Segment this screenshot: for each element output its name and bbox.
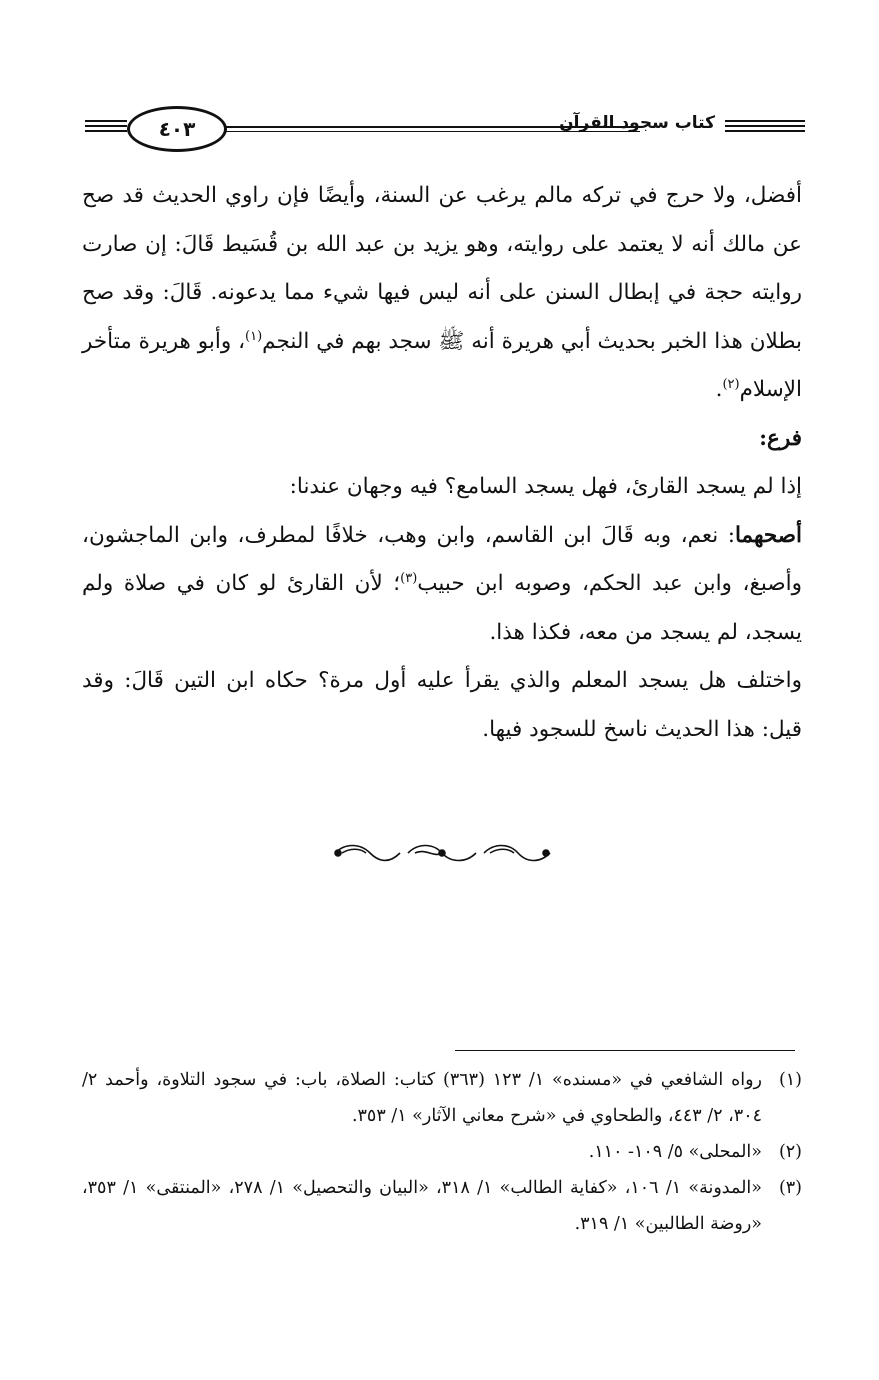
page-header: [85, 100, 805, 160]
ornament-divider-icon: [330, 838, 555, 868]
footnote-text: «المدونة» ١/ ١٠٦، «كفاية الطالب» ١/ ٣١٨، «البيان والتحصيل» ١/ ٢٧٨، «المنتقى» ١/ ٣٥٣، «روضة الطالبين» ١/ ٣١٩.: [82, 1178, 762, 1234]
footnote-3: [82, 1170, 802, 1242]
text-line: أنه ليس فيها شيء مما يدعونه. قَالَ: وقد صح بطلان هذا الخبر: [82, 280, 802, 354]
footnote-number: (٢): [778, 1142, 802, 1162]
text-line: الحديث قد صح عن مالك أنه لا يعتمد على روايته، وهو يزيد بن: [82, 183, 802, 257]
paragraph-2: إذا لم يسجد القارئ، فهل يسجد السامع؟ فيه وجهان عندنا:: [289, 474, 802, 499]
page-number: ٤٠٣: [127, 106, 227, 152]
text-line: القارئ لو كان في صلاة ولم يسجد، لم يسجد من معه، فكذا هذا.: [82, 571, 802, 645]
footnote-1: [82, 1062, 802, 1134]
footnote-number: (١): [778, 1070, 802, 1090]
main-text: [82, 172, 802, 754]
text-line: ، وأبو هريرة متأخر: [82, 328, 246, 354]
footnote-text: رواه الشافعي في «مسنده» ١/ ١٢٣ (٣٦٣) كتاب: الصلاة، باب: في سجود التلاوة، وأحمد ٢/ ٣٠٤، ٢/ ٤٤٣، والطحاوي في «شرح معاني الآثار» ١/ ٣٥٣.: [82, 1070, 763, 1126]
text-line: وابن الماجشون، وأصبغ، وابن عبد الحكم، وصوبه ابن حبيب: [82, 522, 802, 596]
footnote-ref-1[interactable]: (١): [245, 328, 263, 344]
bold-term: أصحهما: [735, 522, 802, 548]
paragraph-4: [82, 657, 802, 754]
footnote-2: [82, 1134, 802, 1170]
text-line: الإسلام: [739, 377, 802, 402]
footnote-ref-3[interactable]: (٣): [400, 570, 418, 586]
footnote-text: «المحلى» ٥/ ١٠٩- ١١٠.: [588, 1142, 762, 1162]
footnote-number: (٣): [778, 1178, 802, 1198]
text-line: عبد الله بن قُسَيط قَالَ: إن صارت روايته حجة في إبطال السنن على: [82, 231, 803, 305]
text-line: أفضل، ولا حرج في تركه مالم يرغب عن السنة، وأيضًا فإن راوي: [225, 183, 802, 208]
text-line: التين قَالَ: وقد قيل: هذا الحديث ناسخ للسجود فيها.: [82, 668, 802, 742]
running-title: كتاب سجود القرآن: [559, 113, 715, 133]
text-line: ؛ لأن: [354, 571, 401, 596]
footnote-ref-2[interactable]: (٢): [722, 376, 740, 392]
text-line: واختلف هل يسجد المعلم والذي يقرأ عليه أول مرة؟ حكاه ابن: [226, 668, 802, 693]
text-line: : نعم، وبه قَالَ ابن القاسم، وابن وهب، خلافًا لمطرف،: [237, 522, 735, 548]
paragraph-3: [82, 512, 802, 658]
footnote-separator: [455, 1050, 795, 1051]
header-left-rule: [85, 120, 127, 135]
header-right-rule: [725, 120, 805, 135]
footnotes: [82, 1062, 802, 1242]
paragraph-1: [82, 172, 802, 415]
text-line: بحديث أبي هريرة أنه ﷺ سجد بهم في النجم: [262, 328, 656, 354]
text-line: .: [715, 377, 723, 402]
subheading: فرع:: [759, 425, 802, 451]
